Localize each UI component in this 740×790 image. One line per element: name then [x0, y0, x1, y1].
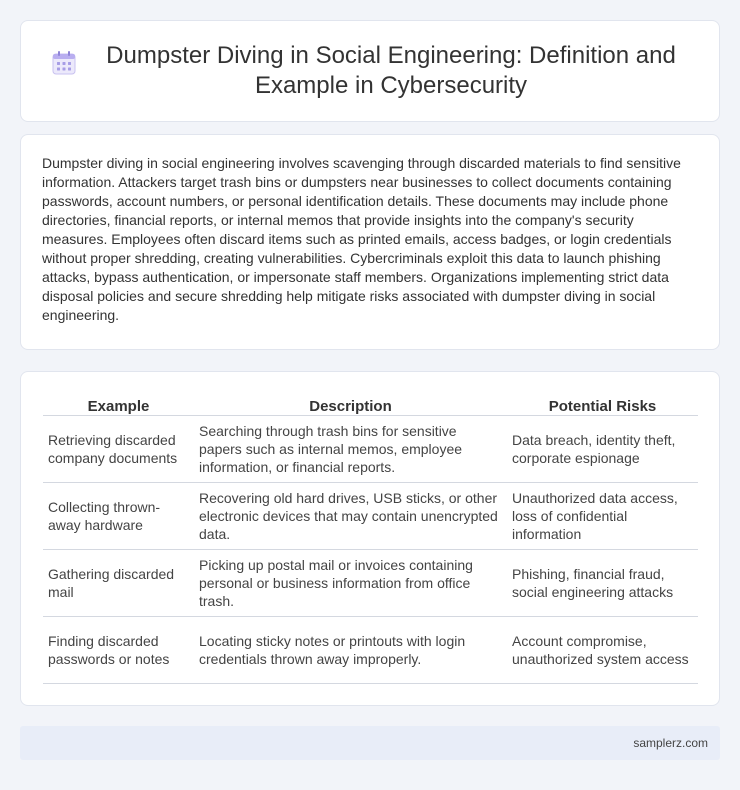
cell-risks: Account compromise, unauthorized system access	[507, 616, 698, 683]
cell-risks: Unauthorized data access, loss of confidential information	[507, 482, 698, 549]
cell-risks: Phishing, financial fraud, social engineering attacks	[507, 549, 698, 616]
cell-example: Finding discarded passwords or notes	[43, 616, 194, 683]
cell-description: Recovering old hard drives, USB sticks, or other electronic devices that may contain unencrypted data.	[194, 482, 507, 549]
cell-description: Searching through trash bins for sensitive papers such as internal memos, employee information, or financial reports.	[194, 415, 507, 482]
intro-card	[20, 134, 720, 350]
table-header-row	[43, 391, 698, 415]
table-row	[43, 482, 698, 549]
table-row	[43, 415, 698, 482]
title-card	[20, 20, 720, 122]
cell-example: Collecting thrown-away hardware	[43, 482, 194, 549]
page-title: Dumpster Diving in Social Engineering: Definition and Example in Cybersecurity	[106, 42, 676, 99]
table-card	[20, 371, 720, 706]
header-description: Description	[194, 391, 507, 415]
table-row	[43, 616, 698, 683]
header-example: Example	[43, 391, 194, 415]
footer-site-link[interactable]: samplerz.com	[633, 736, 708, 750]
table-row	[43, 549, 698, 616]
cell-example: Retrieving discarded company documents	[43, 415, 194, 482]
cell-example: Gathering discarded mail	[43, 549, 194, 616]
cell-description: Picking up postal mail or invoices containing personal or business information from office trash.	[194, 549, 507, 616]
intro-paragraph: Dumpster diving in social engineering involves scavenging through discarded materials to find sensitive information. Attackers target trash bins or dumpsters near businesses to collect documents containing passwords, account numbers, or personal identification details. These documents may include phone directories, financial reports, or internal memos that provide insights into the company's security measures. Employees often discard items such as printed emails, access badges, or login credentials without proper shredding, creating vulnerabilities. Cybercriminals exploit this data to launch phishing attacks, bypass authentication, or impersonate staff members. Organizations implementing strict data disposal policies and secure shredding help mitigate risks associated with dumpster diving in social engineering.	[42, 155, 681, 323]
footer-bar	[20, 726, 720, 760]
examples-table	[43, 391, 698, 684]
calendar-grid-icon	[50, 49, 78, 77]
cell-risks: Data breach, identity theft, corporate espionage	[507, 415, 698, 482]
header-potential-risks: Potential Risks	[507, 391, 698, 415]
cell-description: Locating sticky notes or printouts with login credentials thrown away improperly.	[194, 616, 507, 683]
title-wrap	[50, 41, 690, 101]
